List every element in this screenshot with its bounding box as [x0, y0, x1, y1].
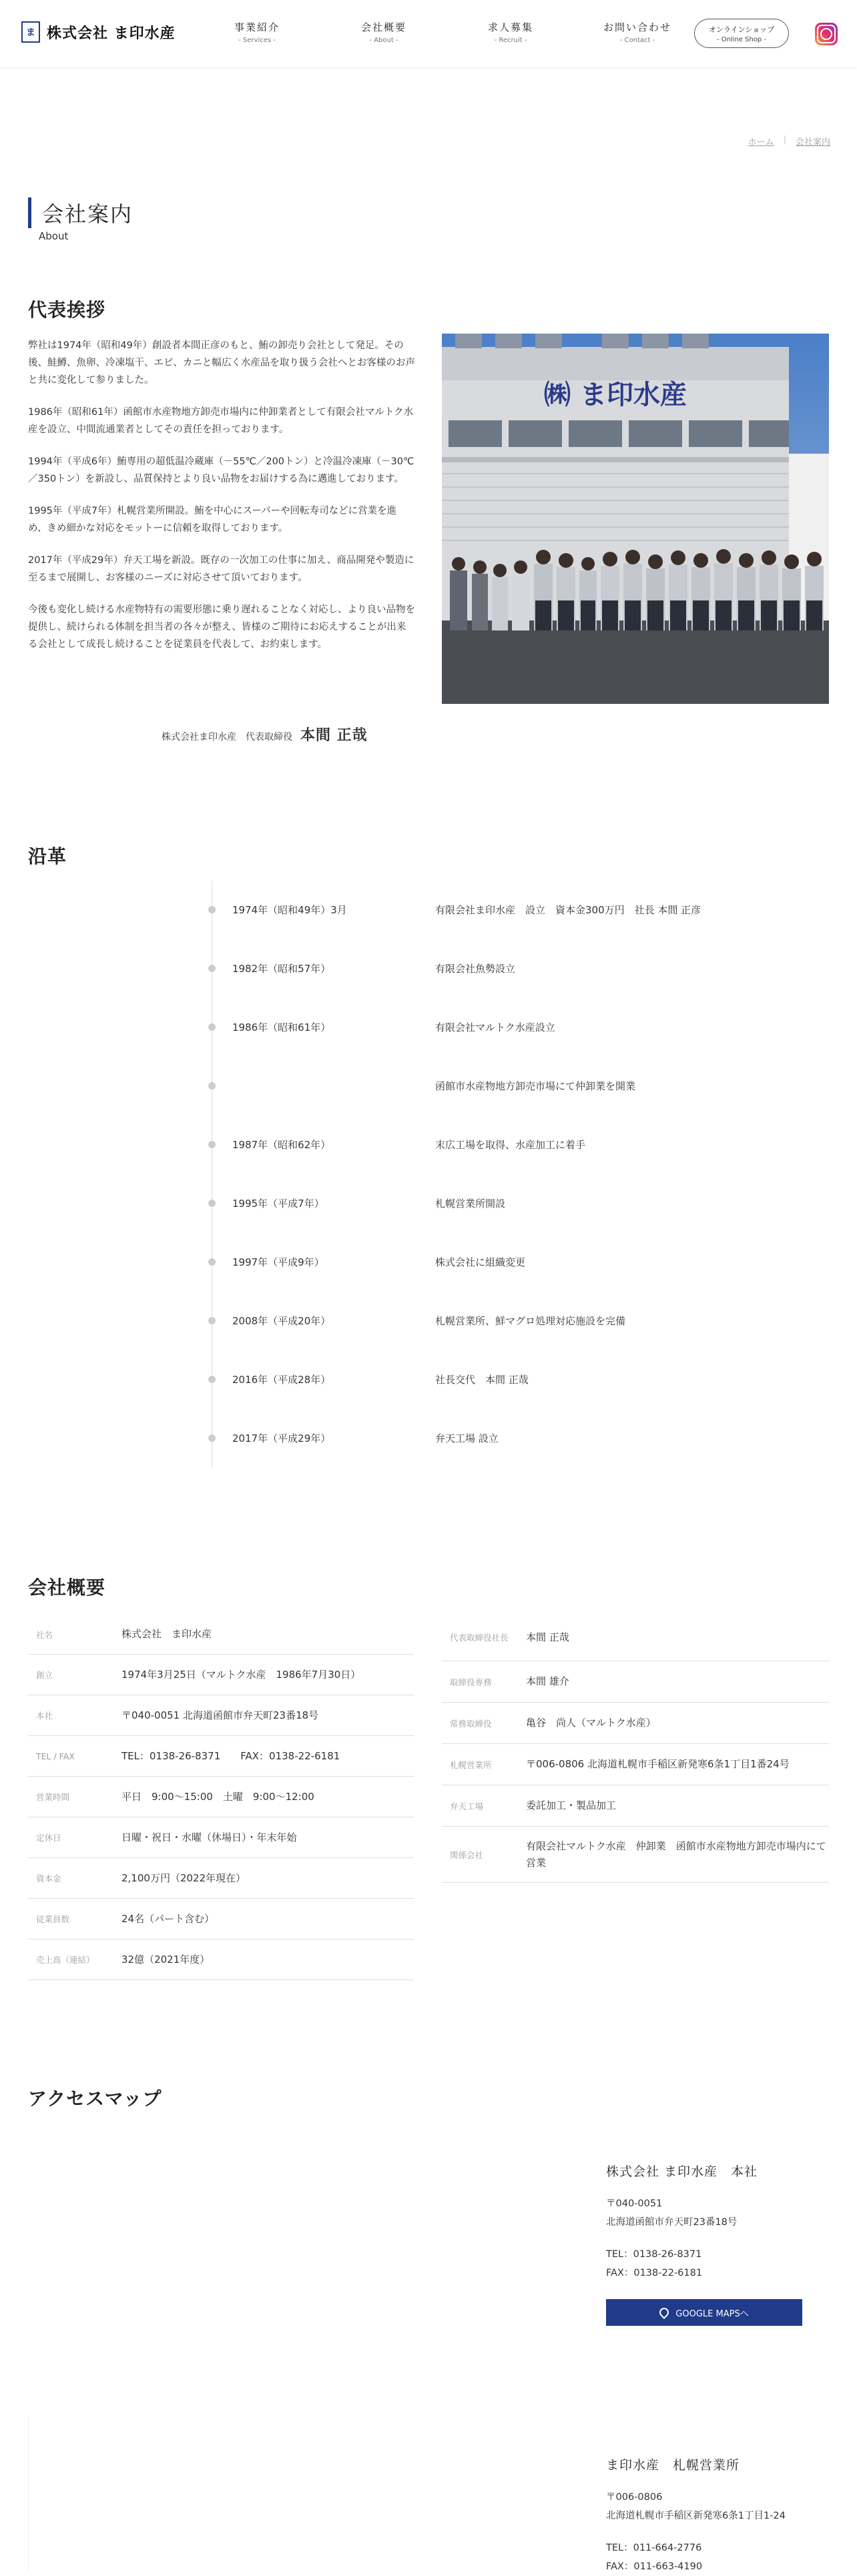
timeline-text: 函館市水産物地方卸売市場にて仲卸業を開業 — [435, 1080, 636, 1092]
timeline-dot — [208, 1023, 216, 1031]
nav-contact[interactable] — [574, 20, 701, 44]
overview-row — [442, 1615, 829, 1661]
overview-label: 従業員数 — [36, 1914, 70, 1924]
office-zip: 〒006-0806 — [606, 2492, 663, 2503]
nav-about[interactable] — [320, 20, 447, 44]
overview-row — [28, 1695, 414, 1736]
overview-row — [28, 1736, 414, 1777]
nav-recruit[interactable] — [447, 20, 574, 44]
overview-row — [28, 1940, 414, 1980]
timeline-row — [208, 1193, 809, 1213]
overview-value: 有限会社マルトク水産 仲卸業 函館市水産物地方卸売市場内にて営業 — [526, 1839, 826, 1869]
timeline-date: 1995年（平成7年） — [232, 1198, 324, 1210]
greeting-paragraph: 今後も変化し続ける水産物特有の需要形態に乗り遅れることなく対応し、より良い品物を提供し、続けられる体制を担当者の各々が整え、皆様のご期待にお応えすることが出来る会社として成長し続けることを従業員を代表して、お約束します。 — [28, 604, 415, 650]
nav-label: 会社概要 — [360, 21, 406, 33]
timeline-date: 2017年（平成29年） — [232, 1432, 331, 1444]
nav-label: 求人募集 — [487, 21, 533, 33]
overview-label: 本社 — [36, 1711, 53, 1721]
overview-row — [28, 1817, 414, 1858]
breadcrumb-current[interactable]: 会社案内 — [795, 137, 830, 147]
logo-text: 株式会社 ま印水産 — [47, 25, 176, 42]
breadcrumb — [748, 135, 830, 147]
instagram-icon[interactable] — [815, 23, 838, 45]
breadcrumb-home[interactable]: ホーム — [748, 137, 774, 147]
timeline-row — [208, 1252, 809, 1272]
overview-label: 資本金 — [36, 1873, 61, 1883]
signature-name: 本間 正哉 — [300, 727, 368, 744]
overview-value: 1974年3月25日（マルトク水産 1986年7月30日） — [121, 1668, 361, 1681]
overview-row — [442, 1661, 829, 1703]
timeline-date: 2008年（平成20年） — [232, 1315, 331, 1327]
history-heading: 沿革 — [28, 845, 67, 867]
timeline-dot — [208, 1200, 216, 1207]
overview-label: 弁天工場 — [450, 1801, 484, 1811]
google-maps-label: GOOGLE MAPSへ — [675, 2308, 749, 2319]
overview-row — [442, 1703, 829, 1744]
office-tel: TEL：0138-26-8371 — [606, 2249, 702, 2260]
timeline-row — [208, 1017, 809, 1037]
overview-label: 取締役専務 — [450, 1677, 492, 1687]
office-tel: TEL：011-664-2776 — [606, 2543, 702, 2553]
map-embed-head-office[interactable] — [28, 2142, 562, 2342]
timeline-row — [208, 1134, 809, 1154]
overview-label: 創立 — [36, 1670, 53, 1680]
timeline-row — [208, 1428, 809, 1448]
online-shop-sublabel: - Online Shop - — [716, 36, 767, 43]
overview-value: 株式会社 ま印水産 — [121, 1628, 212, 1640]
greeting-body — [28, 337, 415, 668]
map-pin-icon — [657, 2306, 671, 2319]
greeting-paragraph: 1994年（平成6年）鮪専用の超低温冷蔵庫（－55℃／200トン）と冷温冷凍庫（－30℃／350トン）を新設し、品質保持とより良い品物をお届けする為に邁進しております。 — [28, 456, 414, 484]
timeline-text: 有限会社魚勢設立 — [435, 963, 516, 975]
online-shop-button[interactable] — [694, 19, 789, 48]
office-address: 北海道札幌市手稲区新発寒6条1丁目1-24 — [606, 2511, 786, 2521]
overview-label: 常務取締役 — [450, 1718, 492, 1729]
timeline-date: 1997年（平成9年） — [232, 1256, 324, 1268]
access-heading: アクセスマップ — [28, 2088, 162, 2110]
timeline-row — [208, 1076, 809, 1096]
overview-row — [28, 1899, 414, 1940]
timeline-date: 2016年（平成28年） — [232, 1374, 331, 1386]
timeline-date: 1987年（昭和62年） — [232, 1139, 331, 1151]
overview-value: 24名（パート含む） — [121, 1912, 215, 1925]
nav-sublabel: - Recruit - — [494, 37, 527, 44]
site-header — [0, 0, 857, 67]
overview-table-right — [442, 1615, 829, 1883]
timeline-text: 札幌営業所、鮮マグロ処理対応施設を完備 — [435, 1315, 626, 1327]
nav-sublabel: - Contact - — [619, 37, 655, 44]
greeting-heading: 代表挨拶 — [28, 299, 106, 321]
nav-sublabel: - About - — [369, 37, 398, 44]
overview-value: 〒006-0806 北海道札幌市手稲区新発寒6条1丁目1番24号 — [526, 1758, 790, 1770]
signature — [162, 724, 368, 745]
office-fax: FAX：0138-22-6181 — [606, 2268, 703, 2278]
timeline-dot — [208, 1258, 216, 1266]
photo-sign-text: ㈱ ま印水産 — [544, 379, 687, 410]
overview-table-left — [28, 1615, 414, 1980]
overview-label: 定休日 — [36, 1833, 61, 1843]
timeline-dot — [208, 1376, 216, 1383]
overview-value: 亀谷 尚人（マルトク水産） — [526, 1717, 656, 1729]
timeline-text: 末広工場を取得、水産加工に着手 — [435, 1139, 586, 1151]
overview-label: 社名 — [36, 1629, 53, 1640]
page-title — [28, 197, 133, 228]
company-photo — [442, 334, 829, 704]
timeline-dot — [208, 1141, 216, 1148]
greeting-paragraph: 弊社は1974年（昭和49年）創設者本間正彦のもと、鮪の卸売り会社として発足。その後、鮭鱒、魚卵、冷凍塩干、エビ、カニと幅広く水産品を取り扱う会社へとお客様のお声と共に変化して参りました。 — [28, 340, 415, 386]
overview-row — [442, 1744, 829, 1785]
overview-value: TEL：0138-26-8371 FAX：0138-22-6181 — [121, 1749, 340, 1762]
overview-label: 営業時間 — [36, 1792, 70, 1802]
timeline-text: 株式会社に組織変更 — [435, 1256, 526, 1268]
overview-label: 売上高（連結） — [36, 1955, 95, 1965]
logo[interactable] — [21, 21, 176, 43]
overview-value: 日曜・祝日・水曜（休場日）・年末年始 — [121, 1831, 297, 1843]
company-photo-image — [442, 334, 829, 704]
overview-label: TEL / FAX — [36, 1751, 75, 1761]
office-address: 北海道函館市弁天町23番18号 — [606, 2217, 738, 2228]
timeline-text: 有限会社マルトク水産設立 — [435, 1021, 555, 1033]
timeline-dot — [208, 1434, 216, 1442]
overview-row — [28, 1655, 414, 1695]
overview-row — [28, 1858, 414, 1899]
overview-value: 本間 正哉 — [526, 1631, 569, 1643]
nav-sublabel: - Services - — [238, 37, 276, 44]
logo-mark: ま — [21, 21, 40, 43]
office-name: 株式会社 ま印水産 本社 — [606, 2164, 758, 2179]
overview-row — [442, 1827, 829, 1883]
overview-heading: 会社概要 — [28, 1577, 106, 1599]
overview-value: 平日 9:00〜15:00 土曜 9:00〜12:00 — [121, 1790, 314, 1803]
timeline-date: 1986年（昭和61年） — [232, 1021, 331, 1033]
timeline-text: 弁天工場 設立 — [435, 1432, 499, 1444]
timeline-row — [208, 1310, 809, 1330]
overview-label: 代表取締役社長 — [450, 1632, 509, 1643]
overview-label: 札幌営業所 — [450, 1759, 492, 1770]
office-name: ま印水産 札幌営業所 — [606, 2458, 740, 2473]
main-nav — [194, 20, 701, 44]
timeline-text: 有限会社ま印水産 設立 資本金300万円 社長 本間 正彦 — [435, 904, 701, 916]
timeline-row — [208, 1369, 809, 1389]
timeline-date: 1974年（昭和49年）3月 — [232, 904, 347, 916]
page-subtitle: About — [39, 230, 69, 242]
greeting-paragraph: 1995年（平成7年）札幌営業所開設。鮪を中心にスーパーや回転寿司などに営業を進め、きめ細かな対応をモットーに信頼を取得しております。 — [28, 506, 397, 534]
timeline-dot — [208, 1317, 216, 1324]
timeline-dot — [208, 906, 216, 913]
timeline-row — [208, 899, 809, 919]
nav-services[interactable] — [194, 20, 320, 44]
timeline-row — [208, 958, 809, 978]
signature-title: 株式会社ま印水産 代表取締役 — [162, 732, 292, 743]
overview-value: 32億（2021年度） — [121, 1953, 210, 1966]
nav-label: 事業紹介 — [234, 21, 280, 33]
nav-label: お問い合わせ — [603, 21, 671, 33]
timeline-dot — [208, 1082, 216, 1090]
timeline-text: 札幌営業所開設 — [435, 1198, 506, 1210]
timeline-date: 1982年（昭和57年） — [232, 963, 331, 975]
overview-row — [442, 1785, 829, 1827]
overview-row — [28, 1777, 414, 1817]
overview-label: 関係会社 — [450, 1849, 484, 1860]
page-title-text: 会社案内 — [42, 201, 133, 227]
breadcrumb-separator: | — [783, 135, 786, 145]
greeting-paragraph: 1986年（昭和61年）函館市水産物地方卸売市場内に仲卸業者として有限会社マルトク水産を設立、中間流通業者としてその責任を担っております。 — [28, 407, 414, 435]
overview-value: 委託加工・製品加工 — [526, 1799, 617, 1811]
timeline-text: 社長交代 本間 正哉 — [435, 1374, 529, 1386]
overview-row — [28, 1615, 414, 1655]
online-shop-label: オンラインショップ — [708, 25, 775, 34]
overview-value: 本間 雄介 — [526, 1675, 569, 1687]
overview-value: 2,100万円（2022年現在） — [121, 1871, 246, 1884]
timeline-dot — [208, 965, 216, 972]
google-maps-button[interactable] — [606, 2299, 802, 2326]
greeting-paragraph: 2017年（平成29年）弁天工場を新設。既存の一次加工の仕事に加え、商品開発や製造に至るまで展開し、お客様のニーズに対応させて頂いております。 — [28, 555, 414, 583]
overview-value: 〒040-0051 北海道函館市弁天町23番18号 — [121, 1709, 319, 1721]
map-embed-sapporo[interactable] — [28, 2415, 562, 2570]
office-fax: FAX：011-663-4190 — [606, 2561, 703, 2572]
office-zip: 〒040-0051 — [606, 2198, 663, 2209]
